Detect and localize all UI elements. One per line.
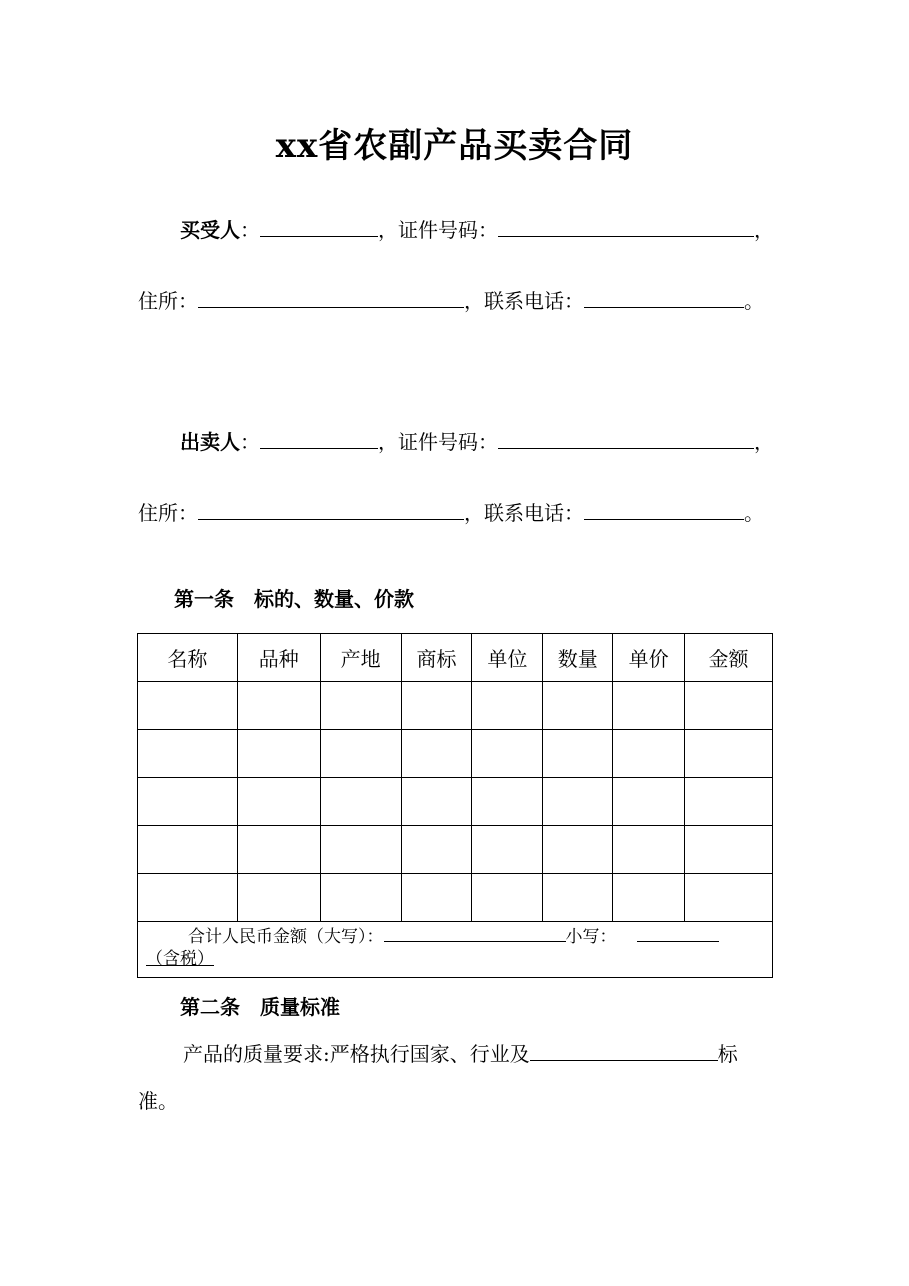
table-cell[interactable]: [138, 778, 238, 826]
seller-line-1: [180, 428, 774, 456]
table-cell[interactable]: [613, 874, 685, 922]
table-cell[interactable]: [401, 730, 472, 778]
table-cell[interactable]: [320, 730, 401, 778]
table-header-row: [138, 634, 773, 682]
buyer-end: 。: [744, 289, 764, 313]
table-cell[interactable]: [401, 778, 472, 826]
article-1-heading: 第一条 标的、数量、价款: [174, 587, 414, 611]
table-cell[interactable]: [472, 826, 543, 874]
table-cell[interactable]: [237, 682, 320, 730]
table-cell[interactable]: [472, 682, 543, 730]
table-cell[interactable]: [613, 778, 685, 826]
seller-name-field[interactable]: [260, 428, 378, 449]
header-unit: 单位: [472, 634, 543, 682]
article-2-heading: 第二条 质量标准: [180, 995, 340, 1019]
table-cell[interactable]: [613, 730, 685, 778]
tax-note: （含税）: [146, 949, 214, 969]
buyer-id-label: ，证件号码：: [378, 218, 498, 242]
total-row: [138, 922, 773, 978]
buyer-line-2: [138, 287, 764, 315]
buyer-id-field[interactable]: [498, 216, 754, 237]
header-trademark: 商标: [401, 634, 472, 682]
header-name: 名称: [138, 634, 238, 682]
header-quantity: 数量: [543, 634, 613, 682]
table-row: [138, 826, 773, 874]
header-amount: 金额: [685, 634, 773, 682]
table-cell[interactable]: [320, 778, 401, 826]
seller-line-2: [138, 499, 764, 527]
table-cell[interactable]: [685, 730, 773, 778]
table-cell[interactable]: [613, 682, 685, 730]
table-cell[interactable]: [138, 826, 238, 874]
table-cell[interactable]: [543, 826, 613, 874]
buyer-phone-label: ，联系电话：: [464, 289, 584, 313]
table-cell[interactable]: [320, 826, 401, 874]
table-row: [138, 778, 773, 826]
table-cell[interactable]: [685, 682, 773, 730]
table-cell[interactable]: [543, 778, 613, 826]
table-cell[interactable]: [685, 874, 773, 922]
table-cell[interactable]: [472, 730, 543, 778]
seller-label: 出卖人: [180, 430, 240, 454]
contract-title: xx省农副产品买卖合同: [275, 126, 634, 166]
buyer-name-field[interactable]: [260, 216, 378, 237]
table-cell[interactable]: [685, 778, 773, 826]
seller-address-field[interactable]: [198, 499, 464, 520]
table-cell[interactable]: [543, 682, 613, 730]
seller-colon: ：: [240, 430, 260, 454]
table-cell[interactable]: [237, 730, 320, 778]
seller-address-label: 住所：: [138, 501, 198, 525]
buyer-line-1: [180, 216, 774, 244]
table-cell[interactable]: [613, 826, 685, 874]
header-variety: 品种: [237, 634, 320, 682]
quality-text-end: 标: [717, 1042, 738, 1066]
seller-id-field[interactable]: [498, 428, 754, 449]
table-cell[interactable]: [685, 826, 773, 874]
table-row: [138, 874, 773, 922]
table-row: [138, 730, 773, 778]
table-cell[interactable]: [472, 874, 543, 922]
buyer-colon: ：: [240, 218, 260, 242]
quality-text-start: 产品的质量要求:严格执行国家、行业及: [183, 1042, 530, 1066]
table-cell[interactable]: [237, 778, 320, 826]
buyer-id-end: ，: [754, 218, 774, 242]
table-cell[interactable]: [320, 682, 401, 730]
table-cell[interactable]: [472, 778, 543, 826]
table-cell[interactable]: [138, 730, 238, 778]
header-unit-price: 单价: [613, 634, 685, 682]
buyer-label: 买受人: [180, 218, 240, 242]
table-cell[interactable]: [401, 682, 472, 730]
quality-line-2: 准。: [138, 1089, 178, 1113]
buyer-address-label: 住所：: [138, 289, 198, 313]
quality-standard-field[interactable]: [530, 1040, 718, 1061]
seller-phone-label: ，联系电话：: [464, 501, 584, 525]
total-small-label: 小写：: [565, 927, 617, 947]
quality-line-1: [183, 1040, 738, 1068]
table-cell[interactable]: [138, 874, 238, 922]
table-cell[interactable]: [320, 874, 401, 922]
buyer-phone-field[interactable]: [584, 287, 744, 308]
table-cell[interactable]: [543, 874, 613, 922]
table-row: [138, 682, 773, 730]
table-cell[interactable]: [401, 826, 472, 874]
table-cell[interactable]: [543, 730, 613, 778]
table-cell[interactable]: [138, 682, 238, 730]
seller-id-end: ，: [754, 430, 774, 454]
table-cell[interactable]: [237, 826, 320, 874]
table-cell[interactable]: [401, 874, 472, 922]
goods-table: [137, 633, 773, 978]
seller-id-label: ，证件号码：: [378, 430, 498, 454]
header-origin: 产地: [320, 634, 401, 682]
total-uppercase-field[interactable]: [384, 925, 566, 942]
table-cell[interactable]: [237, 874, 320, 922]
total-lowercase-field[interactable]: [637, 925, 719, 942]
seller-end: 。: [744, 501, 764, 525]
total-label: 合计人民币金额（大写）：: [188, 927, 384, 947]
seller-phone-field[interactable]: [584, 499, 744, 520]
total-cell: [138, 922, 773, 978]
buyer-address-field[interactable]: [198, 287, 464, 308]
